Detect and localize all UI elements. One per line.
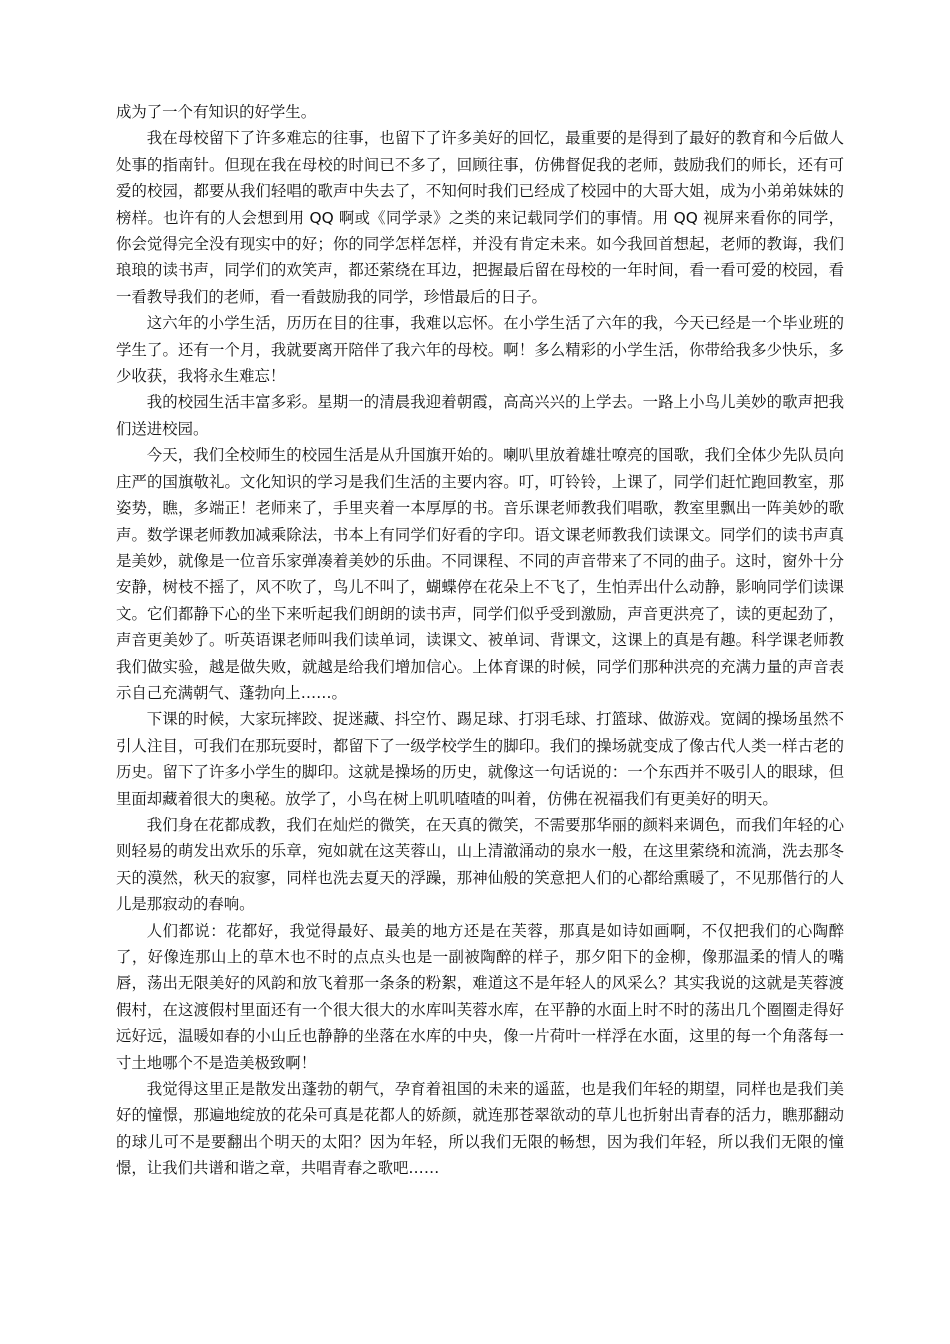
paragraph: 下课的时候，大家玩摔跤、捉迷藏、抖空竹、踢足球、打羽毛球、打篮球、做游戏。宽阔的操场虽然不引人注目，可我们在那玩耍时，都留下了一级学校学生的脚印。我们的操场就变成了像古代人类一样古老的历史。留下了许多小学生的脚印。这就是操场的历史，就像这一句话说的：一个东西并不吸引人的眼球，但里面却藏着很大的奥秘。放学了，小鸟在树上叽叽喳喳的叫着，仿佛在祝福我们有更美好的明天。 bbox=[116, 710, 844, 808]
paragraph: 我们身在花都成教，我们在灿烂的微笑，在天真的微笑，不需要那华丽的颜料来调色，而我们年轻的心则轻易的萌发出欢乐的乐章，宛如就在这芙蓉山，山上清澈涌动的泉水一般，在这里萦绕和流淌，洗去那冬天的漠然，秋天的寂寥，同样也洗去夏天的浮躁，那神仙般的笑意把人们的心都给熏暖了，不见那偕行的人儿是那寂动的春响。 bbox=[116, 815, 844, 914]
paragraph: 我觉得这里正是散发出蓬勃的朝气，孕育着祖国的未来的遥蓝，也是我们年轻的期望，同样也是我们美好的憧憬，那遍地绽放的花朵可真是花都人的娇颜，就连那苍翠欲动的草儿也折射出青春的活力，瞧那翻动的球儿可不是要翻出个明天的太阳？因为年轻，所以我们无限的畅想，因为我们年轻，所以我们无限的憧憬，让我们共谱和谐之章，共唱青春之歌吧…… bbox=[116, 1080, 844, 1178]
paragraph: 今天，我们全校师生的校园生活是从升国旗开始的。喇叭里放着雄壮嘹亮的国歌，我们全体少先队员向庄严的国旗敬礼。文化知识的学习是我们生活的主要内容。叮，叮铃铃，上课了，同学们赶忙跑回教室，那姿势，瞧，多端正！老师来了，手里夹着一本厚厚的书。音乐课老师教我们唱歌，教室里飘出一阵美妙的歌声。数学课老师教加减乘除法，书本上有同学们好看的字印。语文课老师教我们读课文。同学们的读书声真是美妙，就像是一位音乐家弹凑着美妙的乐曲。不同课程、不同的声音带来了不同的曲子。这时，窗外十分安静，树枝不摇了，风不吹了，鸟儿不叫了，蝴蝶停在花朵上不飞了，生怕弄出什么动静，影响同学们读课文。它们都静下心的坐下来听起我们朗朗的读书声，同学们似乎受到激励，声音更洪亮了，读的更起劲了，声音更美妙了。听英语课老师叫我们读单词，读课文、被单词、背课文，这课上的真是有趣。科学课老师教我们做实验，越是做失败，就越是给我们增加信心。上体育课的时候，同学们那种洪亮的充满力量的声音表示自己充满朝气、蓬勃向上……。 bbox=[116, 446, 844, 702]
paragraph: 这六年的小学生活，历历在目的往事，我难以忘怀。在小学生活了六年的我，今天已经是一个毕业班的学生了。还有一个月，我就要离开陪伴了我六年的母校。啊！多么精彩的小学生活，你带给我多少快乐，多少收获，我将永生难忘！ bbox=[116, 314, 844, 386]
document-body bbox=[116, 99, 844, 1182]
paragraph-continuation: 成为了一个有知识的好学生。 bbox=[116, 103, 317, 121]
paragraph: 我的校园生活丰富多彩。星期一的清晨我迎着朝霞，高高兴兴的上学去。一路上小鸟儿美妙的歌声把我们送进校园。 bbox=[116, 393, 844, 438]
paragraph: 我在母校留下了许多难忘的往事，也留下了许多美好的回忆，最重要的是得到了最好的教育和今后做人处事的指南针。但现在我在母校的时间已不多了，回顾往事，仿佛督促我的老师，鼓励我们的师长，还有可爱的校园，都要从我们轻唱的歌声中失去了，不知何时我们已经成了校园中的大哥大姐，成为小弟弟妹妹的榜样。也许有的人会想到用 QQ 啊或《同学录》之类的来记载同学们的事情。用 QQ 视屏来看你的同学，你会觉得完全没有现实中的好；你的同学怎样怎样，并没有肯定未来。如今我回首想起，老师的教诲，我们琅琅的读书声，同学们的欢笑声，都还萦绕在耳边，把握最后留在母校的一年时间，看一看可爱的校园，看一看教导我们的老师，看一看鼓励我的同学，珍惜最后的日子。 bbox=[116, 129, 844, 306]
paragraph: 人们都说：花都好，我觉得最好、最美的地方还是在芙蓉，那真是如诗如画啊，不仅把我们的心陶醉了，好像连那山上的草木也不时的点点头也是一副被陶醉的样子，那夕阳下的金柳，像那温柔的情人的嘴唇，荡出无限美好的风韵和放飞着那一条条的粉絮，难道这不是年轻人的风采么？其实我说的这就是芙蓉渡假村，在这渡假村里面还有一个很大很大的水库叫芙蓉水库，在平静的水面上时不时的荡出几个圈圈走得好远好远，温暖如春的小山丘也静静的坐落在水库的中央，像一片荷叶一样浮在水面，这里的每一个角落每一寸土地哪个不是造美极致啊！ bbox=[116, 921, 844, 1072]
